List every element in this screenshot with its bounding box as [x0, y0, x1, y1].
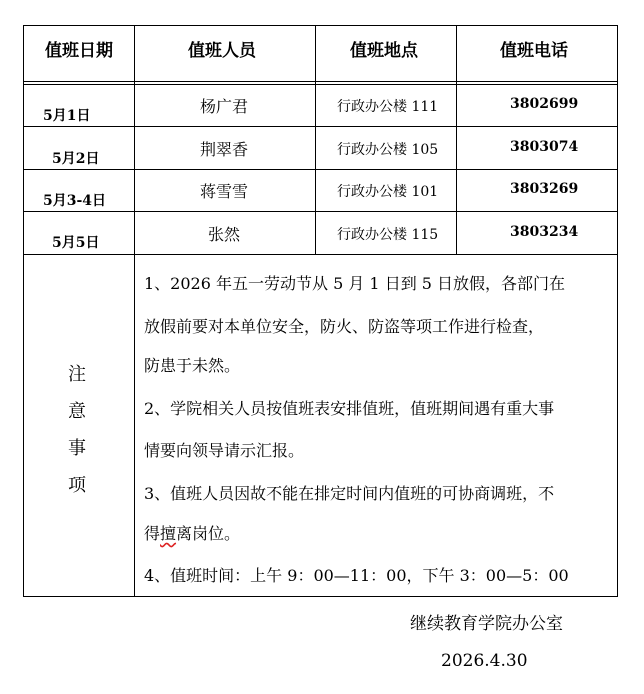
cell-person: 张然	[208, 225, 241, 244]
cell-date: 5月3-4日	[43, 193, 107, 209]
header-location: 值班地点	[350, 41, 418, 61]
note-spellcheck-word: 擅	[160, 524, 177, 543]
table-border-row4-bottom	[23, 254, 618, 255]
note-line: 1、2026 年五一劳动节从 5 月 1 日到 5 日放假，各部门在	[144, 274, 566, 293]
cell-date: 5月2日	[52, 151, 100, 167]
cell-location: 行政办公楼 101	[337, 184, 439, 200]
table-border-left	[23, 25, 24, 597]
table-border-right	[617, 25, 618, 597]
cell-person: 蒋雪雪	[200, 182, 249, 201]
notes-label-char: 意	[68, 401, 86, 422]
table-border-header-bottom-2	[23, 84, 618, 85]
table-border-row3-bottom	[23, 211, 618, 212]
table-border-top	[23, 25, 618, 26]
table-border-header-bottom	[23, 81, 618, 82]
cell-person: 荆翠香	[200, 140, 249, 159]
cell-phone: 3802699	[510, 96, 579, 112]
notes-label-char: 项	[68, 475, 86, 496]
header-phone: 值班电话	[500, 41, 568, 61]
table-border-col2	[315, 25, 316, 255]
office-signature: 继续教育学院办公室	[410, 614, 563, 634]
header-person: 值班人员	[188, 41, 256, 61]
cell-phone: 3803074	[510, 139, 579, 155]
cell-date: 5月5日	[52, 235, 100, 251]
note-line: 4、值班时间：上午 9：00—11：00，下午 3：00—5：00	[144, 566, 569, 585]
notes-label-char: 事	[68, 438, 86, 459]
note-line: 3、值班人员因故不能在排定时间内值班的可协商调班，不	[144, 484, 555, 503]
cell-location: 行政办公楼 105	[337, 142, 439, 158]
note-text: 得	[144, 524, 161, 543]
notes-label-char: 注	[68, 364, 86, 385]
table-border-bottom	[23, 596, 618, 597]
note-line: 防患于未然。	[144, 356, 241, 375]
cell-location: 行政办公楼 115	[337, 227, 439, 243]
cell-phone: 3803269	[510, 181, 579, 197]
note-line: 2、学院相关人员按值班表安排值班，值班期间遇有重大事	[144, 399, 555, 418]
signature-date: 2026.4.30	[441, 651, 528, 671]
note-line	[144, 521, 614, 544]
table-border-row2-bottom	[23, 169, 618, 170]
cell-person: 杨广君	[200, 97, 249, 116]
table-border-row1-bottom	[23, 126, 618, 127]
header-date: 值班日期	[45, 41, 113, 61]
cell-date: 5月1日	[43, 108, 91, 124]
cell-location: 行政办公楼 111	[337, 99, 439, 115]
table-border-col1	[134, 25, 135, 597]
note-text: 离岗位。	[176, 524, 241, 543]
note-line: 放假前要对本单位安全，防火、防盗等项工作进行检查，	[144, 317, 545, 336]
cell-phone: 3803234	[510, 224, 579, 240]
table-border-col3	[456, 25, 457, 255]
note-line: 情要向领导请示汇报。	[144, 441, 305, 460]
